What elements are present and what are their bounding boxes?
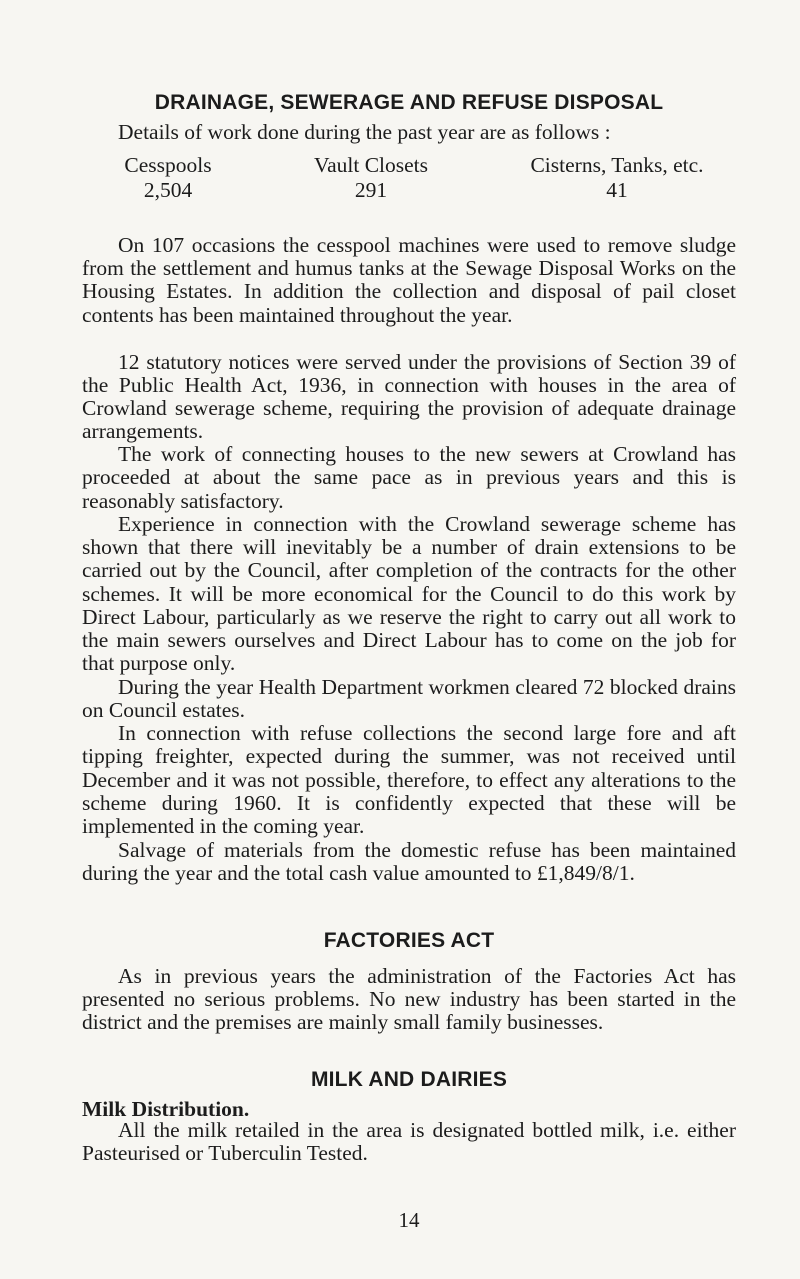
count-value: 291 <box>354 177 388 202</box>
paragraph-statutory-notices: 12 statutory notices were served under the provisions of Section 39 of the Public Health Act, 1936, in connection with houses in the area of Crowland sewerage scheme, requiring the provision of adequate drainage arrangements. <box>82 349 736 444</box>
paragraph-cesspool-machines: On 107 occasions the cesspool machines were used to remove sludge from the settlement and humus tanks at the Sewage Disposal Works on the Housing Estates. In addition the collection and disposal of pail closet contents has been maintained throughout the year. <box>82 233 736 327</box>
count-vault-closets <box>294 153 448 203</box>
paragraph-refuse-collections: In connection with refuse collections the second large fore and aft tipping freighter, expected during the summer, was not received until December and it was not possible, therefore, to effect any alterations to the scheme during 1960. It is confidently expected that these will be implemented in the coming year. <box>82 721 736 839</box>
intro-paragraph: Details of work done during the past year are as follows : <box>118 119 611 144</box>
paragraph-factories-act: As in previous years the administration of the Factories Act has presented no serious problems. No new industry has been started in the district and the premises are mainly small family businesses. <box>82 963 736 1035</box>
paragraph-connecting-houses: The work of connecting houses to the new sewers at Crowland has proceeded at about the same pace as in previous years and this is reasonably satisfactory. <box>82 442 736 513</box>
section-title-drainage: DRAINAGE, SEWERAGE AND REFUSE DISPOSAL <box>154 91 664 114</box>
count-value: 2,504 <box>143 177 193 202</box>
section-title-factories: FACTORIES ACT <box>323 928 495 952</box>
count-value: 41 <box>606 177 628 202</box>
page-number: 14 <box>398 1208 420 1232</box>
count-cisterns-tanks <box>498 153 736 203</box>
paragraph-milk-distribution: All the milk retailed in the area is designated bottled milk, i.e. either Pasteurised or Tuberculin Tested. <box>82 1118 736 1166</box>
subheading-milk-distribution: Milk Distribution. <box>82 1097 250 1122</box>
section-title-milk: MILK AND DAIRIES <box>310 1068 508 1092</box>
count-label: Vault Closets <box>313 152 429 177</box>
count-label: Cisterns, Tanks, etc. <box>530 152 704 177</box>
paragraph-blocked-drains: During the year Health Department workmen cleared 72 blocked drains on Council estates. <box>82 675 736 723</box>
paragraph-salvage: Salvage of materials from the domestic refuse has been maintained during the year and the total cash value amounted to £1,849/8/1. <box>82 838 736 886</box>
count-label: Cesspools <box>124 152 212 177</box>
paragraph-direct-labour: Experience in connection with the Crowland sewerage scheme has shown that there will inevitably be a number of drain extensions to be carried out by the Council, after completion of the contracts for the other schemes. It will be more economical for the Council to do this work by Direct Labour, particularly as we reserve the right to carry out all work to the main sewers ourselves and Direct Labour has to come on the job for that purpose only. <box>82 512 736 676</box>
count-cesspools <box>118 153 218 203</box>
